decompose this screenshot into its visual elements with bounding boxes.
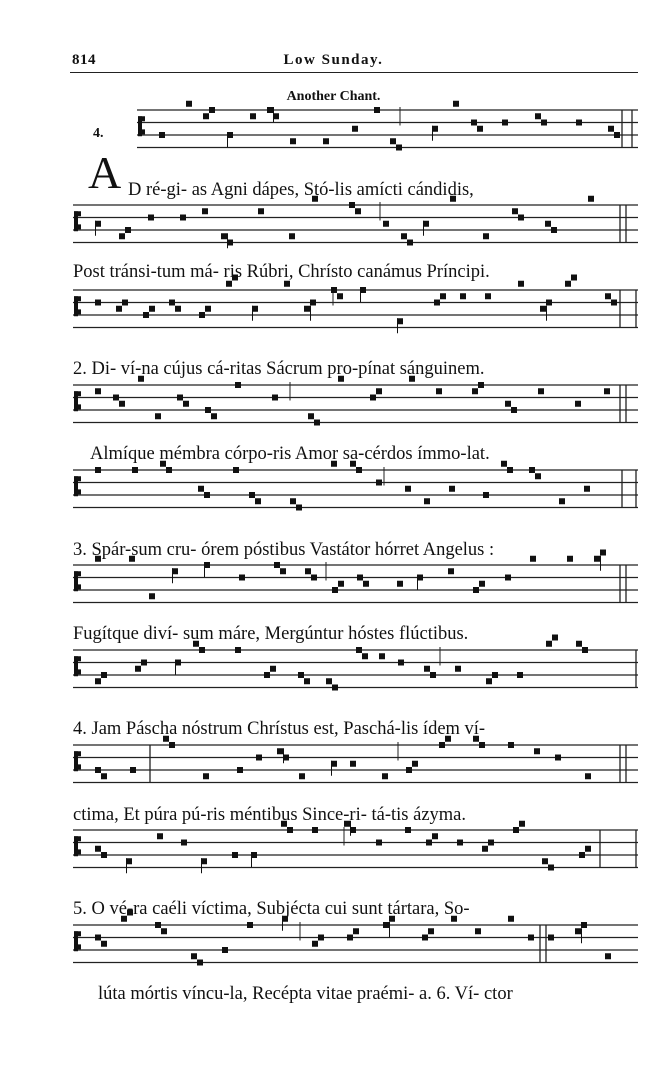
clef-mark	[74, 224, 81, 229]
neume-note	[267, 107, 273, 113]
neume-note	[326, 678, 332, 684]
neume-note	[478, 382, 484, 388]
neume-note	[424, 666, 430, 672]
neume-note	[540, 306, 546, 312]
neume-note	[376, 480, 382, 486]
neume-note	[485, 293, 491, 299]
neume-note	[202, 208, 208, 214]
neume-note	[169, 300, 175, 306]
neume-note	[482, 846, 488, 852]
neume-note	[258, 208, 264, 214]
neume-note	[235, 647, 241, 653]
neume-note	[483, 233, 489, 239]
clef-mark	[74, 309, 81, 314]
neume-note	[318, 935, 324, 941]
neume-note	[274, 562, 280, 568]
neume-note	[277, 748, 283, 754]
neume-note	[370, 395, 376, 401]
neume-note	[376, 840, 382, 846]
neume-note	[535, 113, 541, 119]
neume-note	[479, 742, 485, 748]
neume-note	[383, 922, 389, 928]
neume-note	[582, 647, 588, 653]
neume-note	[101, 773, 107, 779]
neume-note	[205, 407, 211, 413]
neume-note	[155, 922, 161, 928]
neume-note	[436, 388, 442, 394]
neume-note	[101, 941, 107, 947]
neume-note	[237, 767, 243, 773]
neume-note	[191, 953, 197, 959]
neume-note	[312, 827, 318, 833]
lyric-line: ctima, Et púra pú-ris méntibus Since-ri- tá-tis ázyma.	[73, 805, 467, 825]
clef-mark	[74, 669, 81, 674]
neume-note	[203, 113, 209, 119]
clef-mark	[74, 944, 81, 949]
neume-note	[355, 208, 361, 214]
neume-note	[197, 960, 203, 966]
neume-note	[412, 761, 418, 767]
neume-note	[149, 593, 155, 599]
decorated-initial: A	[88, 147, 122, 198]
neume-note	[338, 581, 344, 587]
neume-note	[135, 666, 141, 672]
neume-note	[232, 852, 238, 858]
clef-mark	[138, 129, 145, 134]
neume-note	[440, 293, 446, 299]
neume-note	[548, 935, 554, 941]
neume-note	[517, 672, 523, 678]
neume-note	[528, 935, 534, 941]
neume-note	[575, 401, 581, 407]
neume-note	[401, 233, 407, 239]
clef-mark	[74, 571, 81, 576]
neume-note	[600, 550, 606, 556]
clef-mark	[74, 489, 81, 494]
neume-note	[426, 840, 432, 846]
neume-note	[374, 107, 380, 113]
neume-note	[576, 641, 582, 647]
neume-note	[390, 138, 396, 144]
neume-note	[308, 413, 314, 419]
neume-note	[205, 306, 211, 312]
neume-note	[545, 221, 551, 227]
neume-note	[116, 306, 122, 312]
neume-note	[280, 568, 286, 574]
clef-mark	[74, 656, 81, 661]
lyric-line: 5. O vé-ra caéli víctima, Subjécta cui sunt tártara, So-	[73, 899, 470, 919]
neume-note	[449, 486, 455, 492]
neume-note	[604, 388, 610, 394]
neume-note	[349, 202, 355, 208]
neume-note	[256, 755, 262, 761]
neume-note	[304, 678, 310, 684]
neume-note	[530, 556, 536, 562]
neume-note	[331, 287, 337, 293]
neume-note	[247, 922, 253, 928]
neume-note	[125, 227, 131, 233]
neume-note	[304, 306, 310, 312]
neume-note	[505, 575, 511, 581]
neume-note	[95, 846, 101, 852]
neume-note	[180, 215, 186, 221]
neume-note	[548, 865, 554, 871]
clef-mark	[74, 391, 81, 396]
neume-note	[541, 120, 547, 126]
neume-note	[95, 300, 101, 306]
neume-note	[290, 498, 296, 504]
neume-note	[148, 215, 154, 221]
neume-note	[221, 233, 227, 239]
neume-note	[113, 395, 119, 401]
neume-note	[199, 312, 205, 318]
neume-note	[296, 505, 302, 511]
neume-note	[546, 641, 552, 647]
neume-note	[614, 132, 620, 138]
neume-note	[588, 196, 594, 202]
neume-note	[175, 306, 181, 312]
neume-note	[235, 382, 241, 388]
neume-note	[439, 742, 445, 748]
neume-note	[352, 126, 358, 132]
neume-note	[290, 138, 296, 144]
neume-note	[579, 852, 585, 858]
clef-mark	[74, 476, 81, 481]
neume-note	[434, 300, 440, 306]
neume-note	[519, 821, 525, 827]
neume-note	[471, 120, 477, 126]
neume-note	[428, 928, 434, 934]
neume-note	[432, 833, 438, 839]
neume-note	[453, 101, 459, 107]
neume-note	[565, 281, 571, 287]
neume-note	[122, 300, 128, 306]
neume-note	[264, 672, 270, 678]
neume-note	[287, 827, 293, 833]
neume-note	[270, 666, 276, 672]
neume-note	[430, 672, 436, 678]
neume-note	[362, 653, 368, 659]
neume-note	[534, 748, 540, 754]
neume-note	[203, 773, 209, 779]
neume-note	[141, 660, 147, 666]
neume-note	[155, 413, 161, 419]
neume-note	[473, 587, 479, 593]
neume-note	[356, 647, 362, 653]
neume-note	[477, 126, 483, 132]
neume-note	[376, 388, 382, 394]
neume-note	[529, 467, 535, 473]
lyric-line: 2. Di- ví-na cújus cá-ritas Sácrum pro-pínat sánguinem.	[73, 359, 485, 379]
neume-note	[159, 132, 165, 138]
neume-note	[405, 486, 411, 492]
neume-note	[551, 227, 557, 233]
neume-note	[383, 221, 389, 227]
neume-note	[488, 840, 494, 846]
verse-number: 4.	[93, 126, 104, 141]
neume-note	[542, 858, 548, 864]
neume-note	[347, 935, 353, 941]
neume-note	[559, 498, 565, 504]
neume-note	[397, 581, 403, 587]
neume-note	[396, 145, 402, 151]
neume-note	[518, 281, 524, 287]
neume-note	[585, 846, 591, 852]
neume-note	[157, 833, 163, 839]
neume-note	[95, 388, 101, 394]
neume-note	[405, 827, 411, 833]
neume-note	[460, 293, 466, 299]
neume-note	[337, 293, 343, 299]
clef-mark	[74, 849, 81, 854]
neume-note	[119, 233, 125, 239]
neume-note	[314, 420, 320, 426]
clef-mark	[74, 751, 81, 756]
neume-note	[332, 587, 338, 593]
neume-note	[422, 935, 428, 941]
neume-note	[511, 407, 517, 413]
neume-note	[552, 635, 558, 641]
neume-note	[289, 233, 295, 239]
neume-note	[95, 678, 101, 684]
neume-note	[181, 840, 187, 846]
lyric-line: lúta mórtis víncu-la, Recépta vitae praémi- a. 6. Ví- ctor	[98, 984, 513, 1004]
neume-note	[585, 773, 591, 779]
neume-note	[222, 947, 228, 953]
neume-note	[298, 672, 304, 678]
neume-note	[101, 852, 107, 858]
neume-note	[608, 126, 614, 132]
clef-mark	[138, 116, 145, 121]
neume-note	[363, 581, 369, 587]
neume-note	[475, 928, 481, 934]
neume-note	[353, 928, 359, 934]
neume-note	[576, 120, 582, 126]
neume-note	[177, 395, 183, 401]
neume-note	[479, 581, 485, 587]
neume-note	[501, 461, 507, 467]
neume-note	[567, 556, 573, 562]
neume-note	[166, 467, 172, 473]
neume-note	[483, 492, 489, 498]
neume-note	[119, 401, 125, 407]
neume-note	[382, 773, 388, 779]
neume-note	[161, 928, 167, 934]
clef-mark	[74, 404, 81, 409]
neume-note	[183, 401, 189, 407]
neume-note	[143, 312, 149, 318]
neume-note	[305, 568, 311, 574]
neume-note	[605, 293, 611, 299]
neume-note	[311, 575, 317, 581]
neume-note	[199, 647, 205, 653]
neume-note	[95, 935, 101, 941]
chant-title: Another Chant.	[286, 89, 381, 104]
neume-note	[555, 755, 561, 761]
lyric-line: 4. Jam Páscha nóstrum Chrístus est, Paschá-lis ídem ví-	[73, 719, 486, 739]
neume-note	[186, 101, 192, 107]
neume-note	[546, 300, 552, 306]
neume-note	[379, 653, 385, 659]
neume-note	[508, 916, 514, 922]
clef-mark	[74, 584, 81, 589]
lyric-line: Post tránsi-tum má- ris Rúbri, Chrísto canámus Príncipi.	[73, 262, 490, 282]
neume-note	[198, 486, 204, 492]
neume-note	[250, 113, 256, 119]
neume-note	[538, 388, 544, 394]
neume-note	[472, 388, 478, 394]
neume-note	[492, 672, 498, 678]
neume-note	[101, 672, 107, 678]
neume-note	[594, 556, 600, 562]
neume-note	[323, 138, 329, 144]
neume-note	[209, 107, 215, 113]
neume-note	[455, 666, 461, 672]
clef-mark	[74, 296, 81, 301]
neume-note	[518, 215, 524, 221]
clef-mark	[74, 764, 81, 769]
neume-note	[605, 953, 611, 959]
neume-note	[130, 767, 136, 773]
clef-mark	[74, 931, 81, 936]
neume-note	[457, 840, 463, 846]
neume-note	[406, 767, 412, 773]
neume-note	[249, 492, 255, 498]
neume-note	[239, 575, 245, 581]
neume-note	[507, 467, 513, 473]
running-title: Low Sunday.	[283, 52, 384, 68]
neume-note	[486, 678, 492, 684]
neume-note	[357, 575, 363, 581]
neume-note	[407, 240, 413, 246]
neume-note	[611, 300, 617, 306]
neume-note	[398, 660, 404, 666]
neume-note	[95, 767, 101, 773]
neume-note	[272, 395, 278, 401]
lyric-line: Fugítque diví- sum máre, Mergúntur hóstes flúctibus.	[73, 624, 469, 644]
neume-note	[535, 473, 541, 479]
neume-note	[95, 467, 101, 473]
clef-mark	[74, 836, 81, 841]
neume-note	[132, 467, 138, 473]
neume-note	[448, 568, 454, 574]
neume-note	[312, 941, 318, 947]
neume-note	[571, 275, 577, 281]
page-number: 814	[72, 52, 96, 68]
neume-note	[169, 742, 175, 748]
neume-note	[584, 486, 590, 492]
neume-note	[581, 922, 587, 928]
neume-note	[149, 306, 155, 312]
neume-note	[255, 498, 261, 504]
neume-note	[575, 928, 581, 934]
lyric-line: D ré-gi- as Agni dápes, Stó-lis amícti cándidis,	[128, 180, 474, 200]
neume-note	[350, 761, 356, 767]
neume-note	[502, 120, 508, 126]
neume-note	[424, 498, 430, 504]
neume-note	[512, 208, 518, 214]
neume-note	[211, 413, 217, 419]
neume-note	[505, 401, 511, 407]
clef-mark	[74, 211, 81, 216]
lyric-line: 3. Spár-sum cru- órem póstibus Vastátor hórret Angelus :	[73, 540, 495, 560]
neume-note	[204, 492, 210, 498]
lyric-line: Almíque mémbra córpo-ris Amor sa-cérdos ímmo-lat.	[90, 444, 490, 464]
neume-note	[356, 467, 362, 473]
neume-note	[310, 300, 316, 306]
neume-note	[513, 827, 519, 833]
neume-note	[508, 742, 514, 748]
neume-note	[299, 773, 305, 779]
neume-note	[332, 685, 338, 691]
neume-note	[233, 467, 239, 473]
